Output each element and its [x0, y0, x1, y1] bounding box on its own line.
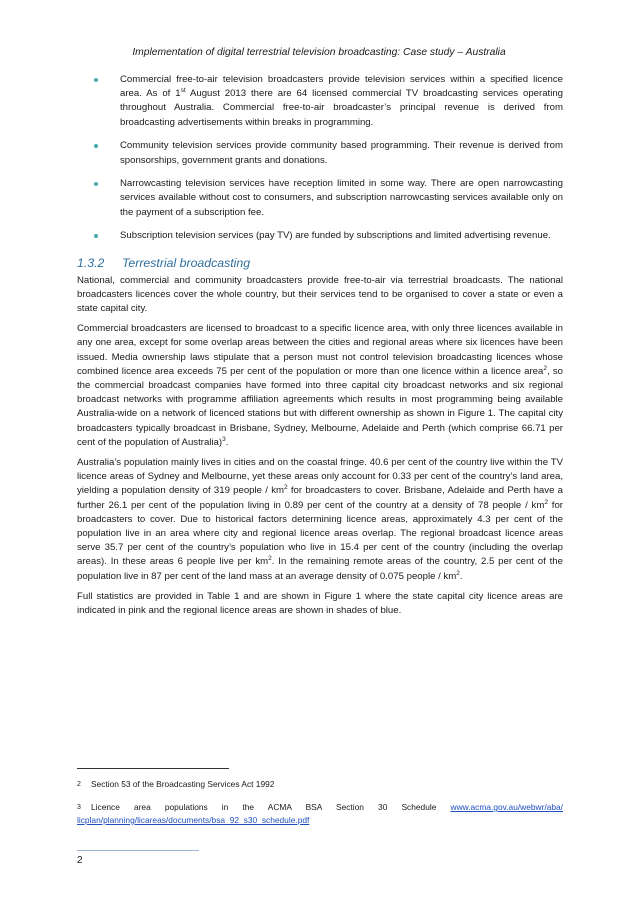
footnote-link-continued[interactable]: licplan/planning/licareas/documents/bsa_92_s30_schedule.pdf [77, 815, 310, 825]
list-item: Commercial free-to-air television broadcasters provide television services within a specified licence area. As of 1st August 2013 there are 64 licensed commercial TV broadcasting services operating throughout Australia. Commercial free-to-air broadcaster’s principal revenue is derived from broadcasting advertisements within breaks in programming. [77, 73, 563, 130]
footer-divider [77, 850, 199, 851]
list-item: Subscription television services (pay TV) are funded by subscriptions and limited advertising revenue. [77, 229, 563, 243]
bullet-icon [94, 234, 98, 238]
bullet-icon [94, 78, 98, 82]
footnote-2 [77, 778, 563, 791]
bullet-icon [94, 182, 98, 186]
list-item: Narrowcasting television services have reception limited in some way. There are open narrowcasting services available without cost to consumers, and subscription narrowcasting services available only on the payment of a subscription fee. [77, 177, 563, 220]
section-heading [77, 256, 563, 270]
footnotes [77, 778, 563, 837]
section-title: Terrestrial broadcasting [122, 255, 251, 270]
footnote-divider [77, 768, 229, 769]
footnote-3 [77, 801, 563, 827]
paragraph-1: National, commercial and community broadcasters provide free-to-air via terrestrial broadcasts. The national broadcasters licences cover the whole country, but their services tend to be organised to cover a state or even a state capital city. [77, 274, 563, 314]
paragraph-3: Australia’s population mainly lives in cities and on the coastal fringe. 40.6 per cent of the country live within the TV licence areas of Sydney and Melbourne, yet these areas only account for 0.33 per cent of the country’s land area, yielding a population density of 319 people / $km^2$ for broadcasters to cover. Brisbane, Adelaide and Perth have a further 26.1 per cent of the population living in 0.89 per cent of the country at a density of 78 people / $km^2$ for broadcasters to cover. Due to historical factors determining licence areas, approximately 4.3 per cent of the population live in an area where city and regional licence areas overlap. The regional broadcast licence areas serve 35.7 per cent of the country’s population who live in 15.4 per cent of the country (including the overlap areas). In these areas 6 people live per $km^2$. In the remaining remote areas of the country, 2.5 per cent of the population live in 87 per cent of the land mass at an average density of 0.075 people / $km^2$. [77, 456, 564, 582]
bullet-list [77, 73, 563, 244]
section-number: 1.3.2 [77, 255, 105, 270]
footnote-ref-2[interactable]: 2 [543, 364, 547, 372]
footnote-text: Licence area populations in the ACMA BSA Section 30 Schedule [91, 802, 437, 812]
footnote-number: 2 [77, 781, 81, 788]
paragraph-4: Full statistics are provided in Table 1 and are shown in Figure 1 where the state capital city licence areas are indicated in pink and the regional licence areas are shown in shades of blue. [77, 590, 563, 616]
footnote-text: Section 53 of the Broadcasting Services Act 1992 [91, 779, 275, 789]
paragraph-2: Commercial broadcasters are licensed to broadcast to a specific licence area, with only three licences available in any one area, except for some overlap areas between the cities and regional areas where six licences have been issued. Media ownership laws stipulate that a person must not control television broadcasting licences whose combined licence area exceeds 75 per cent of the population or more than one licence within a licence area$^2$, so the commercial broadcast companies have formed into three capital city broadcast networks and six regional broadcast networks with programme affiliation agreements which results in most programming being available Australia-wide on a network of licenced stations but with different ownership as shown in Figure 1. The capital city broadcasters typically broadcast in Brisbane, Sydney, Melbourne, Adelaide and Perth (which comprise 66.71 per cent of the population of Australia)$^3$. [77, 323, 563, 448]
page-number: 2 [77, 855, 83, 866]
list-item: Community television services provide community based programming. Their revenue is derived from sponsorships, government grants and donations. [77, 139, 563, 167]
page-content [77, 73, 563, 624]
footnote-ref-3[interactable]: 3 [222, 435, 226, 443]
running-header: Implementation of digital terrestrial television broadcasting: Case study – Australia [132, 47, 506, 58]
bullet-icon [94, 144, 98, 148]
footnote-number: 3 [77, 804, 81, 811]
footnote-link[interactable]: www.acma.gov.au/webwr/aba/ [450, 802, 564, 812]
